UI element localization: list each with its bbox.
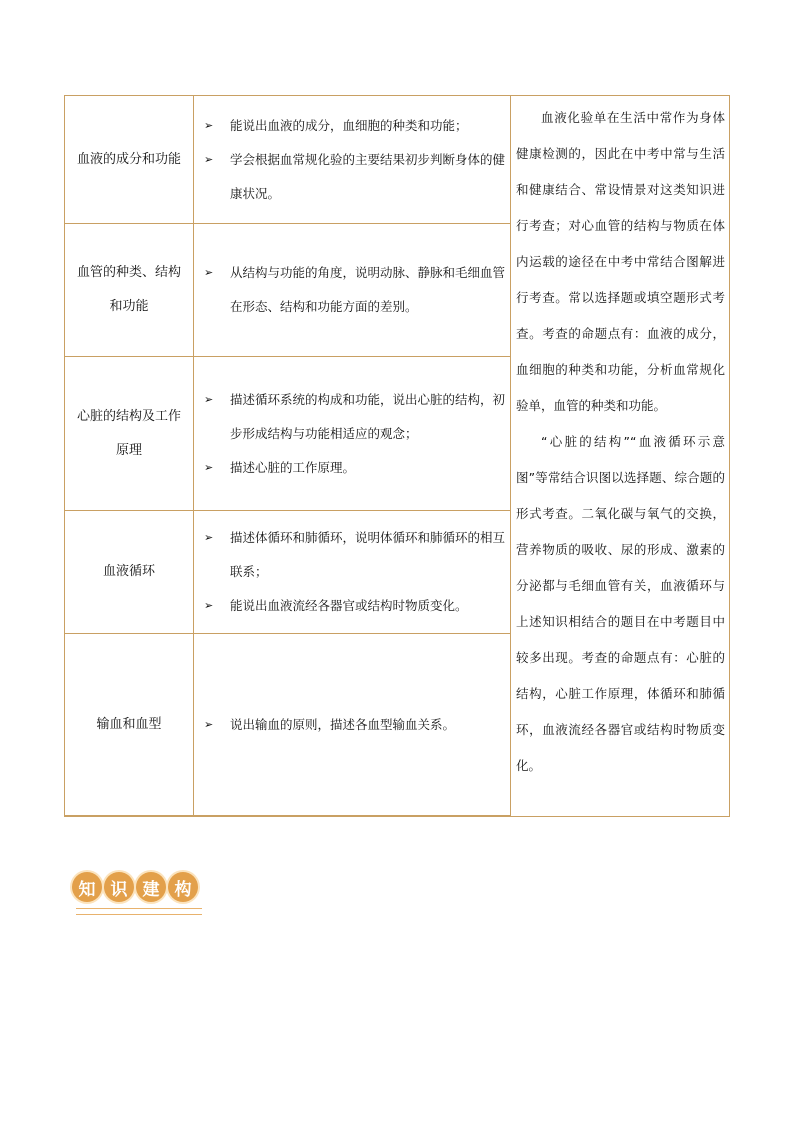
analysis-paragraph: 血液化验单在生活中常作为身体健康检测的，因此在中考中常与生活和健康结合、常设情景对这类知识进行考查；对心血管的结构与物质在体内运载的途径在中考中常结合图解进行考查。常以选择题或填空题形式考查。考查的命题点有：血液的成分，血细胞的种类和功能，分析血常规化验单，血管的种类和功能。 [516, 110, 725, 413]
row-topic: 血液循环 [65, 511, 194, 633]
badge-char: 识 [104, 872, 134, 902]
badge-char: 建 [136, 872, 166, 902]
row-content [194, 357, 510, 510]
badge-underline [76, 908, 202, 915]
list-item: ➢ 能说出血液流经各器官或结构时物质变化。 [202, 589, 506, 623]
requirements-table [64, 95, 730, 817]
list-item: ➢ 描述循环系统的构成和功能，说出心脏的结构，初步形成结构与功能相适应的观念； [202, 383, 506, 451]
list-item: ➢ 能说出血液的成分，血细胞的种类和功能； [202, 109, 506, 143]
table-row [65, 634, 510, 816]
exam-analysis [510, 96, 729, 816]
arrow-bullet-icon: ➢ [204, 118, 214, 132]
table-row [65, 224, 510, 357]
badge-char: 构 [168, 872, 198, 902]
table-row [65, 96, 510, 224]
arrow-bullet-icon: ➢ [204, 266, 214, 279]
list-item: ➢ 学会根据血常规化验的主要结果初步判断身体的健康状况。 [202, 143, 506, 211]
arrow-bullet-icon: ➢ [204, 392, 214, 406]
row-topic: 血管的种类、结构和功能 [65, 224, 194, 356]
section-heading-badge [72, 872, 198, 902]
arrow-bullet-icon: ➢ [204, 717, 214, 731]
table-row [65, 357, 510, 511]
analysis-paragraph: “心脏的结构”“血液循环示意图”等常结合识图以选择题、综合题的形式考查。二氧化碳与氧气的交换，营养物质的吸收、尿的形成、激素的分泌都与毛细血管有关，血液循环与上述知识相结合的题目在中考题目中较多出现。考查的命题点有：心脏的结构，心脏工作原理，体循环和肺循环，血液流经各器官或结构时物质变化。 [516, 434, 725, 773]
list-item: ➢ 从结构与功能的角度，说明动脉、静脉和毛细血管在形态、结构和功能方面的差别。 [202, 256, 506, 324]
arrow-bullet-icon: ➢ [204, 531, 214, 544]
arrow-bullet-icon: ➢ [204, 460, 214, 474]
list-item: ➢ 描述心脏的工作原理。 [202, 451, 506, 485]
list-item: ➢ 描述体循环和肺循环，说明体循环和肺循环的相互联系； [202, 521, 506, 589]
row-content [194, 634, 510, 815]
list-item: ➢ 说出输血的原则，描述各血型输血关系。 [202, 708, 506, 742]
arrow-bullet-icon: ➢ [204, 599, 214, 612]
arrow-bullet-icon: ➢ [204, 152, 214, 166]
row-content [194, 511, 510, 633]
row-content [194, 96, 510, 223]
row-topic: 输血和血型 [65, 634, 194, 815]
row-content [194, 224, 510, 356]
row-topic: 血液的成分和功能 [65, 96, 194, 223]
table-row [65, 511, 510, 634]
row-topic: 心脏的结构及工作原理 [65, 357, 194, 510]
badge-char: 知 [72, 872, 102, 902]
